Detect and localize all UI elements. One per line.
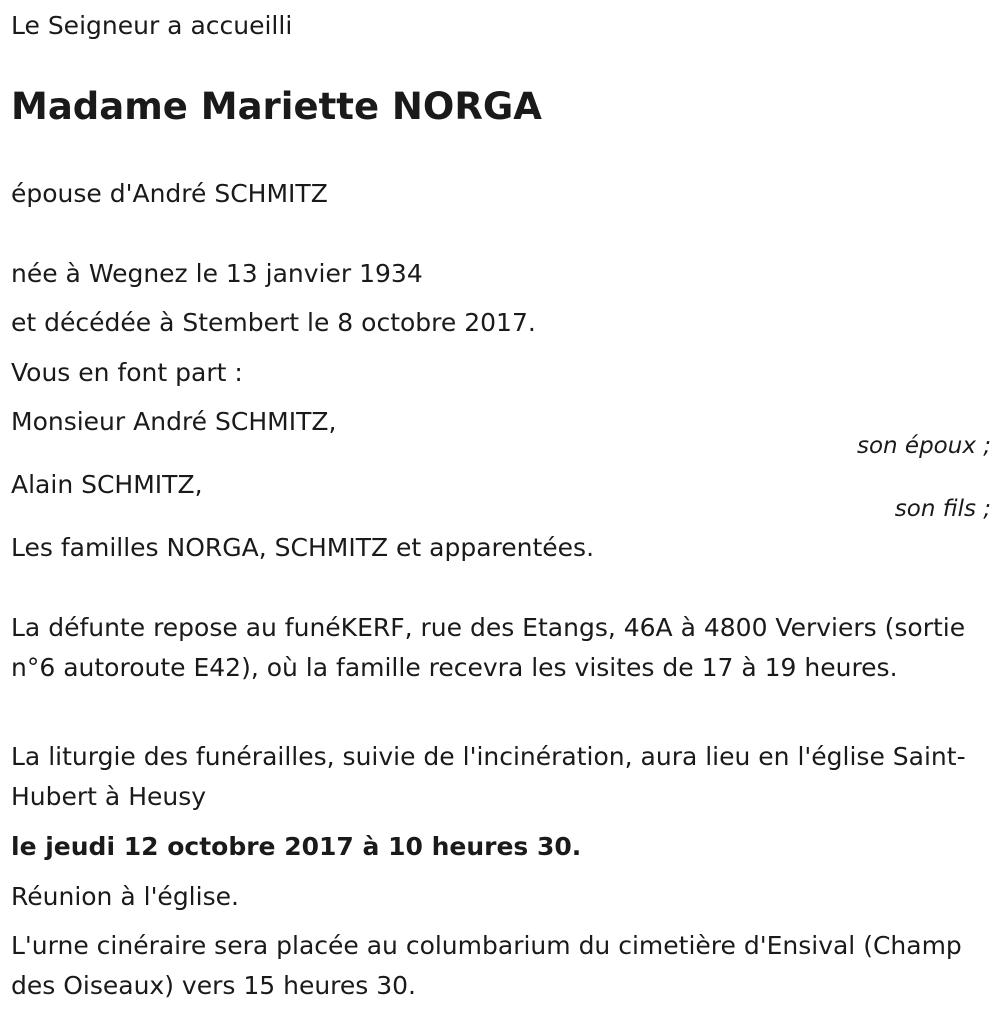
family-member-role: son époux ;	[856, 433, 991, 459]
family-member-role: son fils ;	[894, 496, 991, 522]
death-line: et décédée à Stembert le 8 octobre 2017.	[11, 308, 536, 337]
urn-paragraph: L'urne cinéraire sera placée au columbarium du cimetière d'Ensival (Champ des Oiseaux) vers 15 heures 30.	[11, 931, 962, 1000]
liturgy-paragraph: La liturgie des funérailles, suivie de l'incinération, aura lieu en l'église Saint-Hubert à Heusy	[11, 742, 966, 811]
family-member-name: Monsieur André SCHMITZ,	[11, 407, 337, 436]
families-line: Les familles NORGA, SCHMITZ et apparentées.	[11, 533, 595, 562]
intro-text: Le Seigneur a accueilli	[11, 11, 293, 40]
birth-line: née à Wegnez le 13 janvier 1934	[11, 259, 423, 288]
family-member-name: Alain SCHMITZ,	[11, 470, 203, 499]
funeral-date: le jeudi 12 octobre 2017 à 10 heures 30.	[11, 832, 582, 861]
deceased-name: Madame Mariette NORGA	[11, 85, 542, 128]
announce-line: Vous en font part :	[11, 358, 243, 387]
visitation-paragraph: La défunte repose au funéKERF, rue des Etangs, 46A à 4800 Verviers (sortie n°6 autoroute E42), où la famille recevra les visites de 17 à 19 heures.	[11, 613, 966, 682]
spouse-line: épouse d'André SCHMITZ	[11, 179, 328, 208]
meeting-line: Réunion à l'église.	[11, 882, 239, 911]
